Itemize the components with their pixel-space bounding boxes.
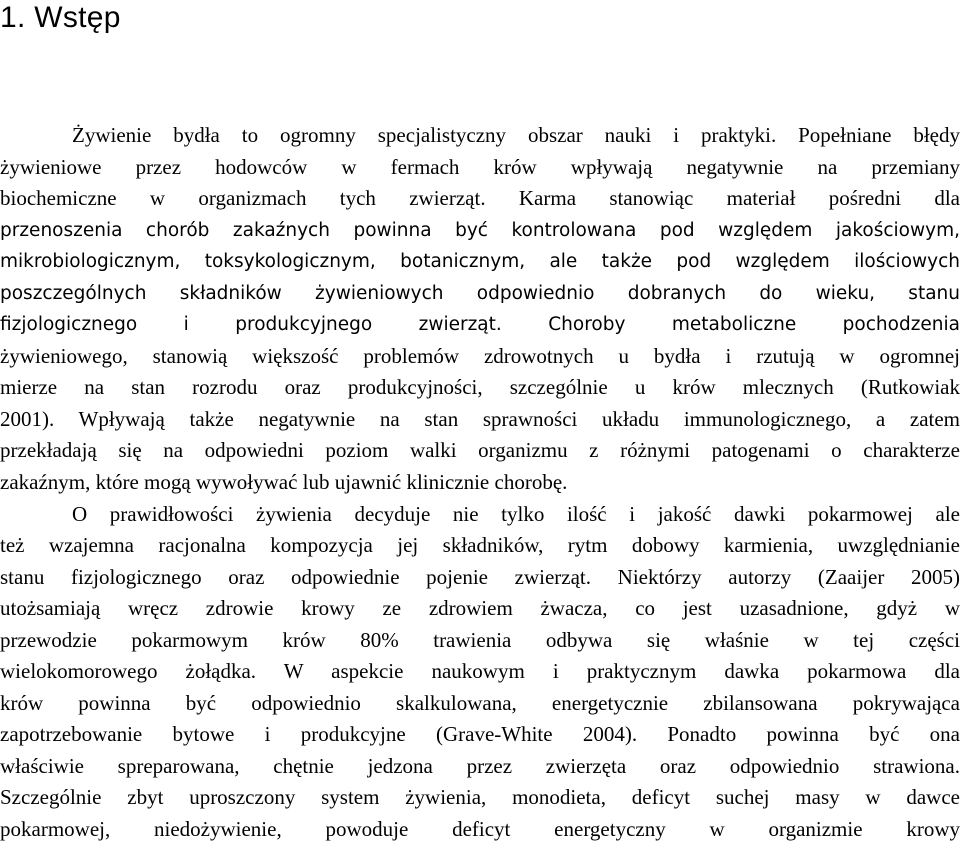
text-line: przewodzie pokarmowym krów 80% trawienia odbywa się właśnie w tej części	[0, 627, 960, 652]
text-line: zakaźnym, które mogą wywoływać lub ujawnić klinicznie chorobę.	[0, 470, 568, 495]
text-line: stanu fizjologicznego oraz odpowiednie pojenie zwierząt. Niektórzy autorzy (Zaaijer 2005)	[0, 564, 960, 589]
text-line: wielokomorowego żołądka. W aspekcie naukowym i praktycznym dawka pokarmowa dla	[0, 659, 960, 684]
text-line: mikrobiologicznym, toksykologicznym, botanicznym, ale także pod względem ilościowych	[0, 251, 960, 273]
text-line: 2001). Wpływają także negatywnie na stan sprawności układu immunologicznego, a zatem	[0, 406, 960, 431]
text-line: utożsamiają wręcz zdrowie krowy ze zdrowiem żwacza, co jest uzasadnione, gdyż w	[0, 596, 960, 621]
text-line: Żywienie bydła to ogromny specjalistyczny obszar nauki i praktyki. Popełniane błędy	[72, 123, 960, 147]
text-line: przekładają się na odpowiedni poziom walki organizmu z różnymi patogenami o charakterze	[0, 438, 960, 463]
text-line: krów powinna być odpowiednio skalkulowana, energetycznie zbilansowana pokrywająca	[0, 690, 960, 715]
text-line: żywieniowe przez hodowców w fermach krów wpływają negatywnie na przemiany	[0, 154, 960, 179]
section-heading: 1. Wstęp	[0, 1, 121, 34]
body-text	[0, 120, 960, 846]
text-line: zapotrzebowanie bytowe i produkcyjne (Grave-White 2004). Ponadto powinna być ona	[0, 722, 960, 747]
text-line: biochemiczne w organizmach tych zwierząt. Karma stanowiąc materiał pośredni dla	[0, 186, 960, 211]
text-line: fizjologicznego i produkcyjnego zwierząt. Choroby metaboliczne pochodzenia	[0, 314, 960, 336]
text-line: właściwie spreparowana, chętnie jedzona przez zwierzęta oraz odpowiednio strawiona.	[0, 753, 960, 778]
text-line: poszczególnych składników żywieniowych odpowiednio dobranych do wieku, stanu	[0, 282, 960, 304]
text-line: przenoszenia chorób zakaźnych powinna być kontrolowana pod względem jakościowym,	[0, 219, 960, 241]
text-line: pokarmowej, niedożywienie, powoduje deficyt energetyczny w organizmie krowy	[0, 817, 960, 842]
text-line: mierze na stan rozrodu oraz produkcyjności, szczególnie u krów mlecznych (Rutkowiak	[0, 375, 960, 400]
text-line: Szczególnie zbyt uproszczony system żywienia, monodieta, deficyt suchej masy w dawce	[0, 785, 960, 810]
text-line: żywieniowego, stanowią większość problemów zdrowotnych u bydła i rzutują w ogromnej	[0, 343, 960, 368]
text-line: O prawidłowości żywienia decyduje nie tylko ilość i jakość dawki pokarmowej ale	[72, 501, 960, 526]
text-line: też wzajemna racjonalna kompozycja jej składników, rytm dobowy karmienia, uwzględnianie	[0, 533, 960, 558]
